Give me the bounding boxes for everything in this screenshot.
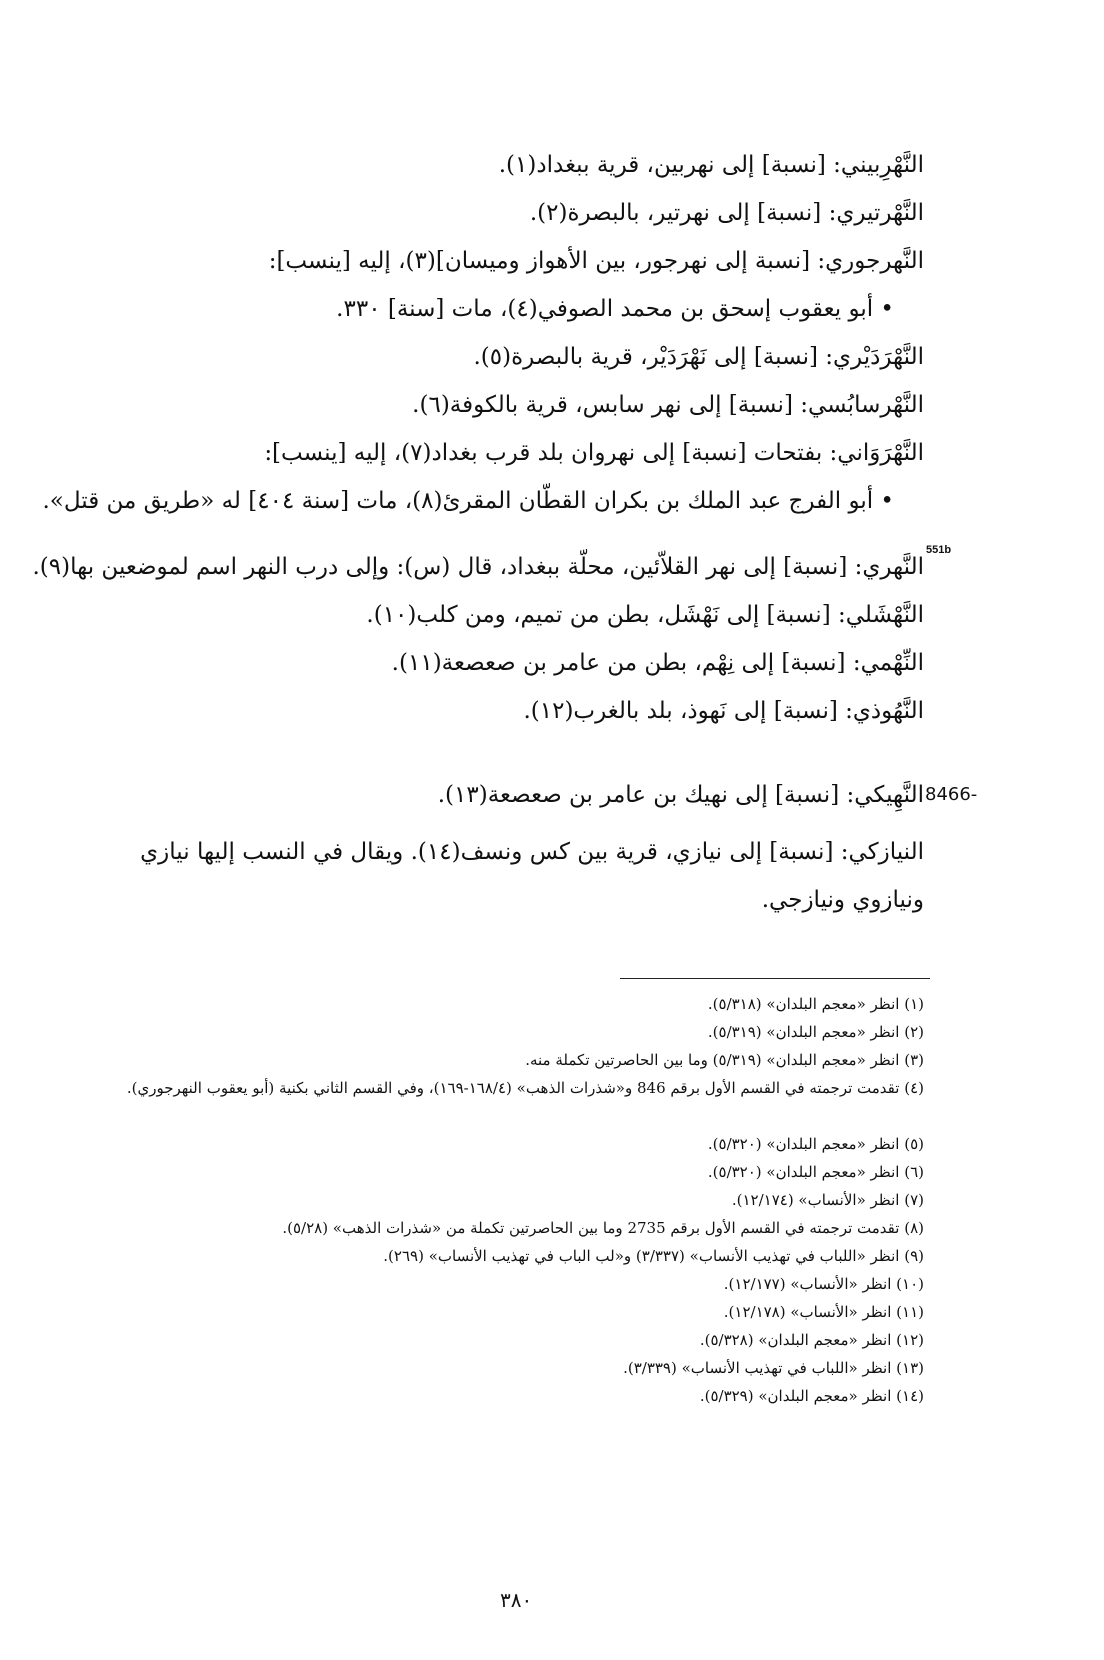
- footnote: (٢) انظر «معجم البلدان» (٥/٣١٩).: [707, 1023, 924, 1041]
- entry-line: النَّهْرَوَاني: بفتحات [نسبة] إلى نهروان بلد قرب بغداد(٧)، إليه [ينسب]:: [264, 440, 924, 466]
- entry-line: النَّهرجوري: [نسبة إلى نهرجور، بين الأهواز وميسان](٣)، إليه [ينسب]:: [268, 248, 924, 274]
- footnote: (١١) انظر «الأنساب» (١٢/١٧٨).: [723, 1303, 924, 1321]
- entry-line: النَّهْرتيري: [نسبة] إلى نهرتير، بالبصرة(٢).: [529, 200, 924, 226]
- margin-reference: 551b: [926, 544, 952, 556]
- footnote: (١٢) انظر «معجم البلدان» (٥/٣٢٨).: [699, 1331, 924, 1349]
- person-line: • أبو الفرج عبد الملك بن بكران القطّان المقرئ(٨)، مات [سنة ٤٠٤] له «طريق من قتل».: [42, 488, 894, 514]
- footnote: (٨) تقدمت ترجمته في القسم الأول برقم 2735 وما بين الحاصرتين تكملة من «شذرات الذهب» (٥/٢٨).: [282, 1219, 924, 1237]
- page-number: ٣٨٠: [500, 1588, 533, 1612]
- entry-line: النَّهْرسابُسي: [نسبة] إلى نهر سابس، قرية بالكوفة(٦).: [412, 392, 924, 418]
- footnote: (٥) انظر «معجم البلدان» (٥/٣٢٠).: [707, 1135, 924, 1153]
- footnote: (١) انظر «معجم البلدان» (٥/٣١٨).: [707, 995, 924, 1013]
- footnote: (٤) تقدمت ترجمته في القسم الأول برقم 846 و«شذرات الذهب» (١٦٨/٤-١٦٩)، وفي القسم الثاني بكنية (أبو يعقوب النهرجوري).: [126, 1079, 924, 1097]
- entry-line: النِّهْمي: [نسبة] إلى نِهْم، بطن من عامر بن صعصعة(١١).: [391, 650, 924, 676]
- footnote: (٣) انظر «معجم البلدان» (٥/٣١٩) وما بين الحاصرتين تكملة منه.: [525, 1051, 924, 1069]
- footnote-separator: [620, 978, 930, 979]
- entry-number: 8466-: [925, 784, 978, 805]
- footnote: (٩) انظر «اللباب في تهذيب الأنساب» (٣/٣٣٧) و«لب الباب في تهذيب الأنساب» (٢٦٩).: [383, 1247, 924, 1265]
- entry-line: النَّهري: [نسبة] إلى نهر القلاّئين، محلّة ببغداد، قال (س): وإلى درب النهر اسم لموضعين بها(٩).: [32, 554, 924, 580]
- entry-line: النَّهْرِبيني: [نسبة] إلى نهربين، قرية ببغداد(١).: [498, 152, 924, 178]
- person-line: • أبو يعقوب إسحق بن محمد الصوفي(٤)، مات [سنة] ٣٣٠.: [336, 296, 894, 322]
- footnote: (٦) انظر «معجم البلدان» (٥/٣٢٠).: [707, 1163, 924, 1181]
- footnote: (٧) انظر «الأنساب» (١٢/١٧٤).: [731, 1191, 924, 1209]
- footnote: (١٠) انظر «الأنساب» (١٢/١٧٧).: [723, 1275, 924, 1293]
- entry-line: النَّهْشَلي: [نسبة] إلى نَهْشَل، بطن من تميم، ومن كلب(١٠).: [366, 602, 924, 628]
- footnote: (١٣) انظر «اللباب في تهذيب الأنساب» (٣/٣٣٩).: [623, 1359, 924, 1377]
- entry-line: النَّهُوذي: [نسبة] إلى نَهوذ، بلد بالغرب(١٢).: [523, 698, 924, 724]
- entry-line: النَّهْرَدَيْري: [نسبة] إلى نَهْرَدَيْر، قرية بالبصرة(٥).: [473, 344, 924, 370]
- footnote: (١٤) انظر «معجم البلدان» (٥/٣٢٩).: [699, 1387, 924, 1405]
- entry-line: النيازكي: [نسبة] إلى نيازي، قرية بين كس ونسف(١٤). ويقال في النسب إليها نيازي ونيازوي ونيازجي.: [140, 839, 924, 913]
- entry-line: النَّهِيكي: [نسبة] إلى نهيك بن عامر بن صعصعة(١٣).: [437, 782, 924, 808]
